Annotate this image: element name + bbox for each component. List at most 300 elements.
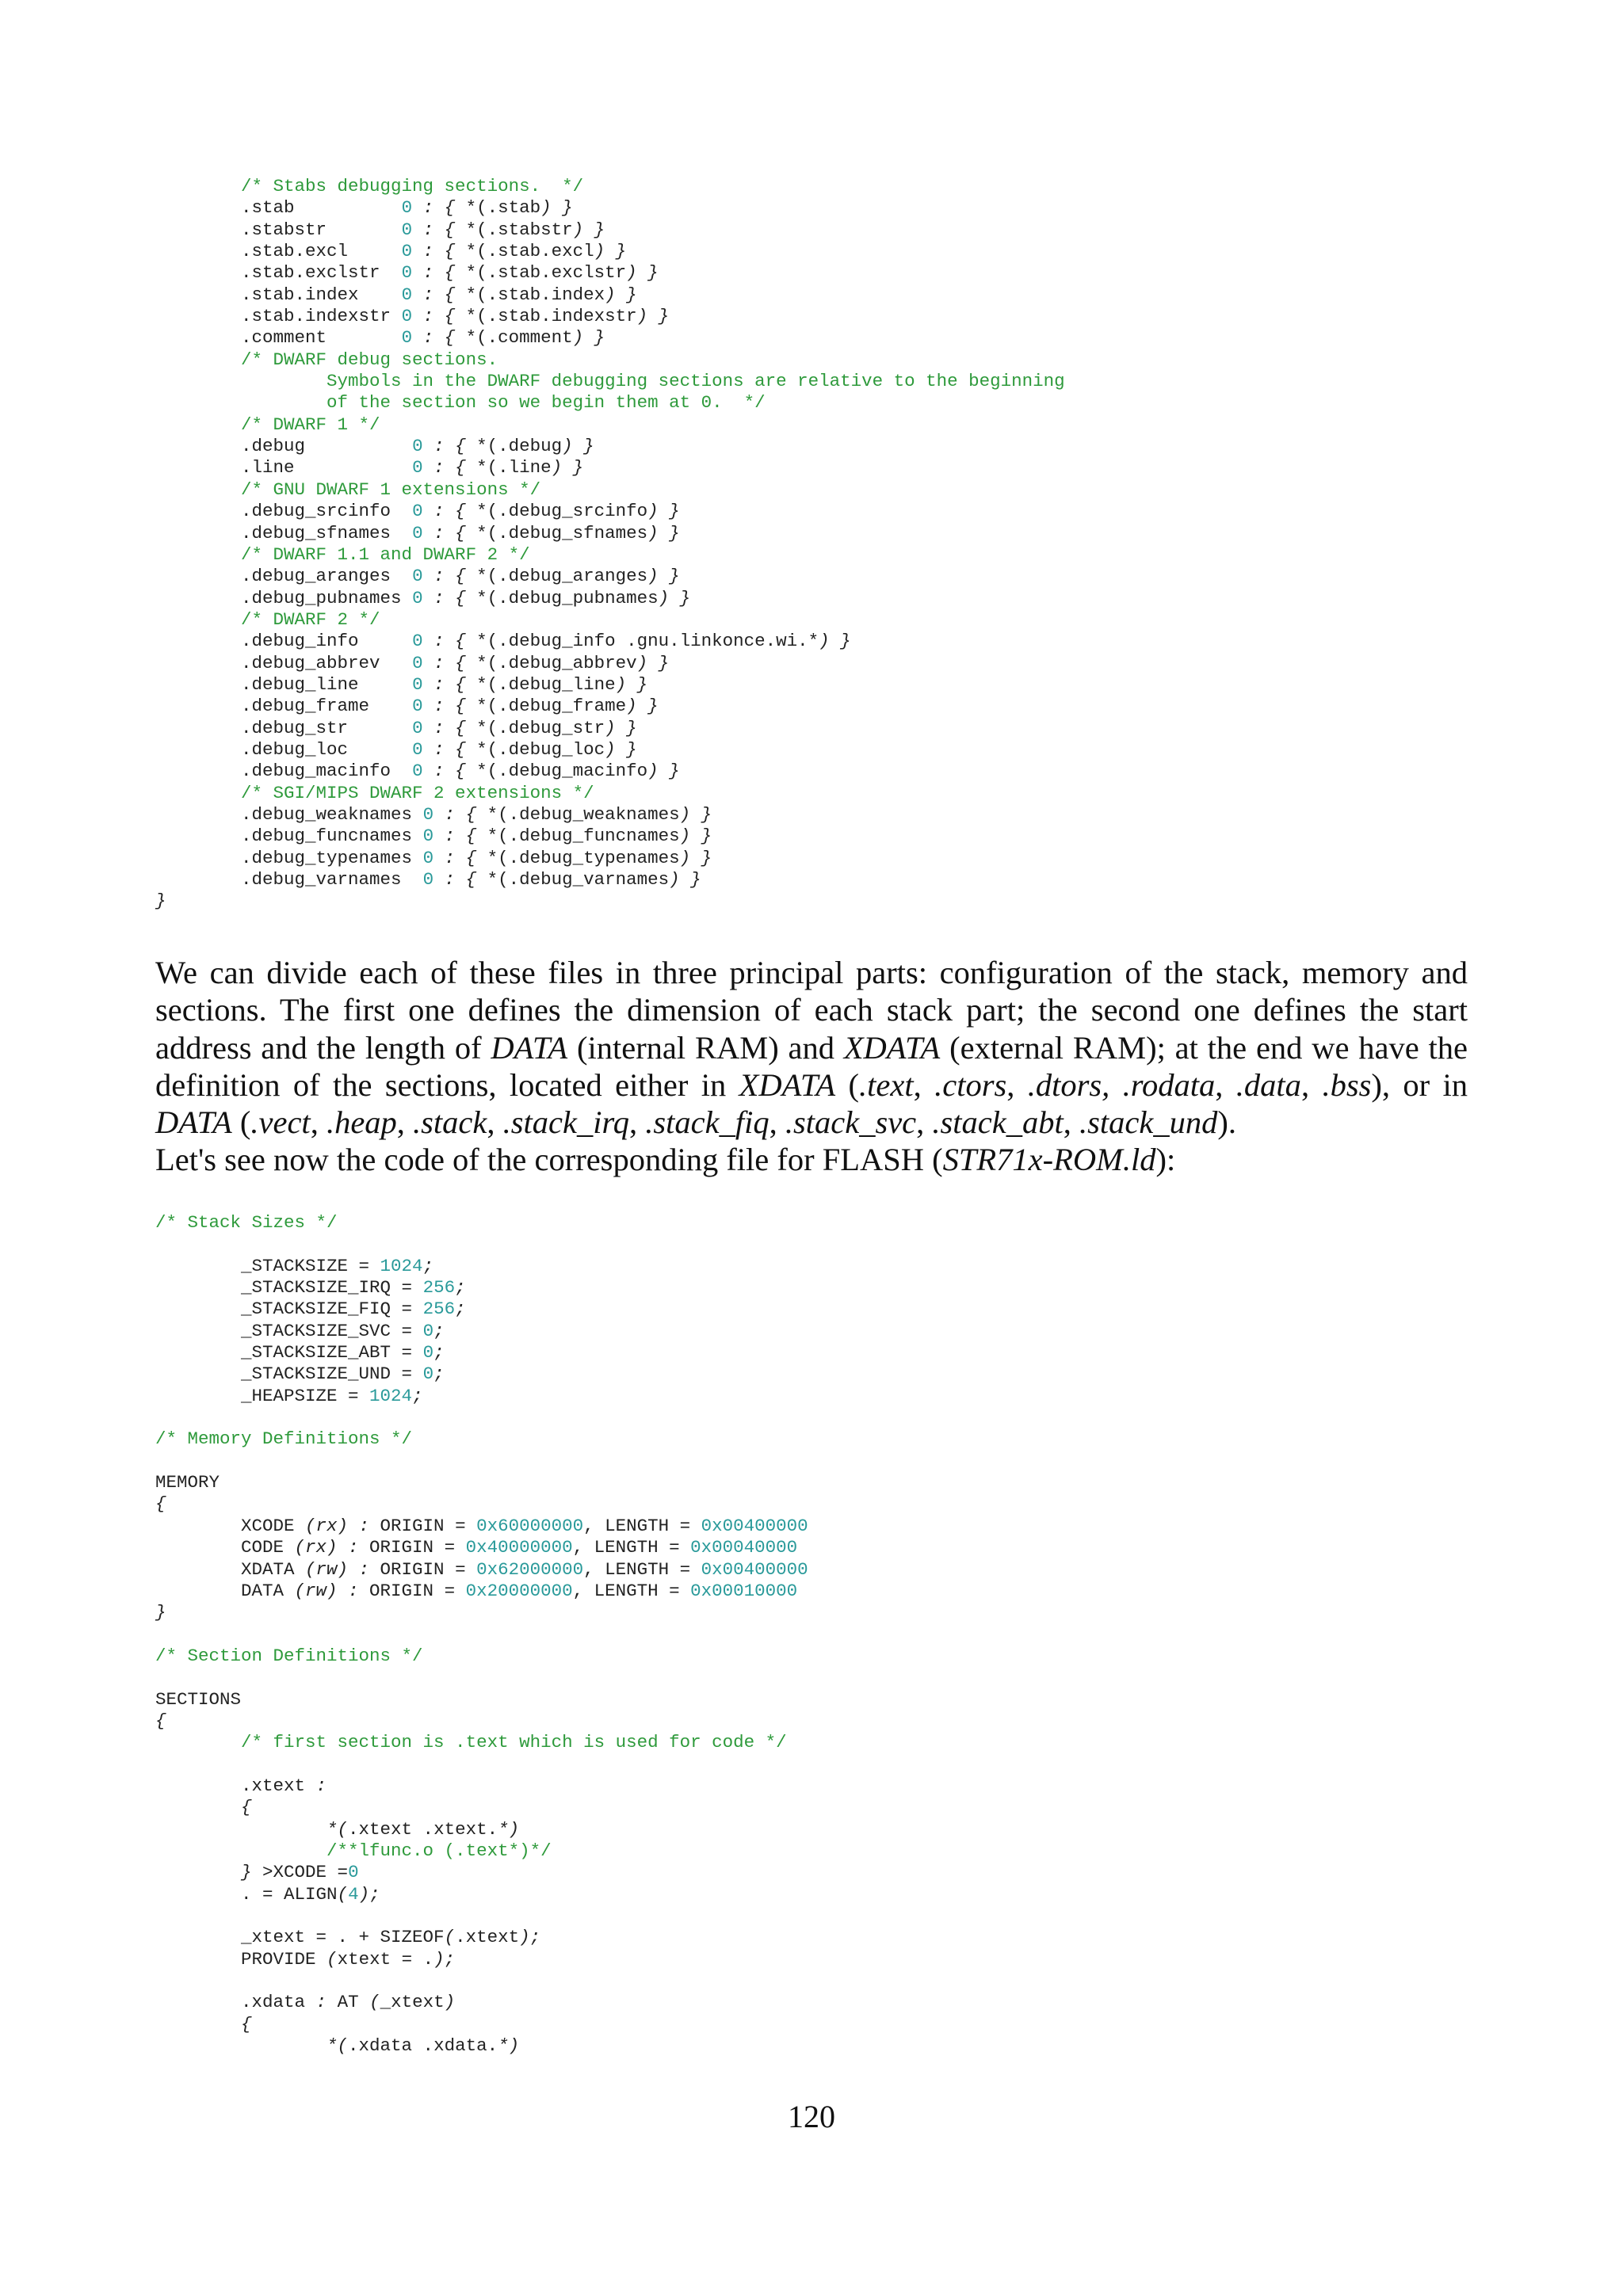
code-line: [155, 761, 1065, 782]
code-token: {: [155, 1710, 166, 1731]
code-token: .stab.indexstr: [155, 306, 402, 327]
prose-text: ,: [913, 1066, 935, 1103]
linker-script-debug-sections: [155, 176, 1065, 913]
code-token: *(: [155, 1818, 349, 1840]
code-line: [155, 501, 1065, 522]
code-token: *(.stab: [465, 197, 541, 219]
code-line: [155, 1646, 808, 1667]
code-comment: /* DWARF 2 */: [155, 608, 380, 630]
code-token: .debug_macinfo: [155, 761, 413, 782]
code-line: [155, 1711, 808, 1732]
code-token: ORIGIN =: [369, 1558, 477, 1580]
code-token: .debug_aranges: [155, 566, 413, 587]
code-number: 0: [422, 1342, 434, 1363]
code-token: : {: [422, 436, 477, 457]
code-token: , LENGTH =: [583, 1515, 701, 1536]
prose-text: ,: [916, 1104, 933, 1141]
prose-emphasis: .vect: [250, 1104, 311, 1141]
code-token: ;: [433, 1342, 445, 1363]
code-token: *(.debug_loc: [476, 738, 605, 760]
code-token: _xtext: [380, 1992, 445, 2013]
prose-section: [155, 954, 1468, 1179]
code-number: 4: [348, 1883, 359, 1905]
code-line: [155, 1256, 808, 1277]
code-line: [155, 653, 1065, 674]
code-token: {: [155, 1493, 166, 1515]
code-line: [155, 219, 1065, 241]
code-token: *(.debug_line: [476, 673, 616, 695]
code-line: [155, 1299, 808, 1320]
code-number: 0: [412, 522, 423, 543]
code-line: [155, 1321, 808, 1342]
prose-emphasis: DATA: [155, 1104, 232, 1141]
code-number: 0: [422, 847, 434, 868]
code-token: . = ALIGN: [155, 1883, 338, 1905]
code-token: .debug_srcinfo: [155, 501, 413, 522]
prose-text: ,: [310, 1104, 327, 1141]
code-line: [155, 1493, 808, 1515]
code-line: [155, 1472, 808, 1493]
code-token: ;: [433, 1320, 445, 1341]
code-token: ;: [422, 1255, 434, 1276]
code-token: *(.line: [476, 457, 552, 479]
code-token: *(.debug_srcinfo: [476, 501, 648, 522]
code-number: 0x40000000: [465, 1537, 573, 1558]
code-line: [155, 1386, 808, 1407]
code-token: (rx) :: [305, 1515, 370, 1536]
code-token: (rw) :: [294, 1580, 359, 1601]
code-token: : {: [412, 241, 466, 262]
code-line: [155, 349, 1065, 371]
code-token: : {: [433, 803, 487, 825]
code-token: *(.debug_abbrev: [476, 652, 637, 673]
code-line: [155, 566, 1065, 587]
code-token: ORIGIN =: [358, 1537, 466, 1558]
code-token: ) }: [647, 501, 680, 522]
code-number: 0x00040000: [690, 1537, 798, 1558]
code-token: ) }: [572, 219, 605, 240]
code-token: *(.debug_frame: [476, 696, 627, 717]
code-token: : {: [422, 761, 477, 782]
code-token: *(.stab.index: [465, 284, 605, 305]
code-token: ) }: [679, 826, 712, 847]
code-number: 0x60000000: [476, 1515, 584, 1536]
code-number: 0: [412, 457, 423, 479]
prose-text: (: [231, 1104, 251, 1141]
code-line: [155, 1884, 808, 1905]
code-token: : {: [422, 696, 477, 717]
code-line: [155, 414, 1065, 436]
code-number: 0: [412, 673, 423, 695]
code-token: *(: [155, 2035, 349, 2057]
code-comment: /* Stack Sizes */: [155, 1212, 338, 1233]
code-token: *(.debug_sfnames: [476, 522, 648, 543]
code-line: [155, 1689, 808, 1711]
code-line: [155, 1516, 808, 1537]
code-line: [155, 696, 1065, 717]
code-line: [155, 544, 1065, 566]
prose-emphasis: STR71x-ROM.ld: [942, 1142, 1156, 1178]
code-token: : {: [412, 219, 466, 240]
code-token: ) }: [594, 241, 627, 262]
code-number: 1024: [380, 1255, 423, 1276]
code-token: : {: [412, 284, 466, 305]
prose-emphasis: DATA: [491, 1029, 568, 1066]
prose-text: ):: [1155, 1142, 1176, 1178]
code-token: .stab.exclstr: [155, 262, 402, 284]
code-token: *(.debug_info .gnu.linkonce.wi.*: [476, 631, 819, 652]
code-number: 0: [401, 241, 413, 262]
code-token: *): [498, 2035, 520, 2057]
code-number: 0: [412, 696, 423, 717]
code-line: [155, 848, 1065, 869]
code-token: .stab.excl: [155, 241, 402, 262]
code-number: 1024: [369, 1385, 413, 1406]
code-token: *(.debug_aranges: [476, 566, 648, 587]
code-line: [155, 392, 1065, 414]
code-token: : {: [422, 587, 477, 608]
code-comment: /* DWARF 1 */: [155, 414, 380, 435]
code-number: 0x62000000: [476, 1558, 584, 1580]
linker-script-rom: [155, 1212, 808, 2057]
prose-text: ,: [1215, 1066, 1236, 1103]
prose-emphasis: .heap: [326, 1104, 397, 1141]
code-token: ) }: [647, 761, 680, 782]
code-token: .line: [155, 457, 413, 479]
code-number: 0: [412, 761, 423, 782]
code-token: ORIGIN =: [369, 1515, 477, 1536]
code-line: [155, 457, 1065, 479]
code-token: : {: [433, 847, 487, 868]
code-number: 0: [348, 1862, 359, 1883]
code-token: ;: [455, 1299, 466, 1320]
code-token: .debug_info: [155, 631, 413, 652]
code-token: : {: [422, 717, 477, 738]
prose-emphasis: .stack_fiq: [645, 1104, 769, 1141]
code-token: .debug_loc: [155, 738, 413, 760]
code-line: [155, 523, 1065, 544]
code-comment: /* DWARF 1.1 and DWARF 2 */: [155, 543, 530, 565]
code-token: .xdata .xdata.: [348, 2035, 498, 2057]
code-token: *(.stab.exclstr: [465, 262, 627, 284]
code-comment: /* GNU DWARF 1 extensions */: [155, 479, 541, 500]
code-number: 0: [401, 306, 413, 327]
prose-text: (external RAM); at the end we have the definition of the sections, located either in: [155, 1029, 1468, 1103]
code-line: [155, 1624, 808, 1646]
code-token: MEMORY: [155, 1472, 220, 1493]
code-token: :: [315, 1775, 327, 1796]
code-token: XCODE: [155, 1515, 306, 1536]
code-line: [155, 1775, 808, 1797]
code-token: ) }: [647, 566, 680, 587]
code-line: [155, 631, 1065, 652]
prose-text: (internal RAM) and: [567, 1029, 844, 1066]
code-line: [155, 783, 1065, 804]
code-comment: /* Memory Definitions */: [155, 1428, 413, 1450]
code-token: .debug_varnames: [155, 869, 423, 890]
code-token: AT: [327, 1992, 370, 2013]
prose-text: ,: [629, 1104, 646, 1141]
code-token: *(.debug_typenames: [487, 847, 680, 868]
code-token: ) }: [819, 631, 851, 652]
code-token: _xtext = . + SIZEOF: [155, 1927, 445, 1948]
code-token: *(.debug: [476, 436, 563, 457]
code-line: [155, 1797, 808, 1818]
code-token: .debug_abbrev: [155, 652, 413, 673]
code-number: 256: [422, 1277, 456, 1299]
code-line: [155, 1602, 808, 1623]
code-token: *(.stab.indexstr: [465, 306, 637, 327]
code-token: _HEAPSIZE =: [155, 1385, 370, 1406]
prose-emphasis: XDATA: [843, 1029, 941, 1066]
code-number: 0: [422, 803, 434, 825]
prose-text: Let's see now the code of the corresponding file for FLASH (: [155, 1142, 943, 1178]
code-token: : {: [433, 826, 487, 847]
code-line: [155, 327, 1065, 349]
prose-text: We can divide each of these files in three principal parts: configuration of the stack, memory and sections. The first one defines the dimension of each stack part; the second one defines the start address and the length of: [155, 955, 1468, 1066]
code-token: : {: [433, 869, 487, 890]
code-token: : {: [422, 566, 477, 587]
code-token: ) }: [551, 457, 584, 479]
code-comment: Symbols in the DWARF debugging sections are relative to the beginning: [155, 371, 1065, 392]
prose-paragraph-sections-overview: [155, 954, 1468, 1141]
code-token: : {: [412, 306, 466, 327]
page-number: 120: [788, 2099, 835, 2134]
code-line: [155, 1277, 808, 1299]
code-comment: /* Stabs debugging sections. */: [155, 176, 584, 196]
code-token: (rw) :: [305, 1558, 370, 1580]
code-token: .xdata: [155, 1992, 316, 2013]
code-token: {: [155, 1797, 252, 1818]
code-comment: of the section so we begin them at 0. */: [155, 392, 766, 414]
code-token: ) }: [626, 696, 659, 717]
code-number: 256: [422, 1299, 456, 1320]
code-line: [155, 1949, 808, 1970]
prose-text: ,: [1300, 1066, 1323, 1103]
code-token: : {: [412, 327, 466, 349]
code-token: .debug_line: [155, 673, 413, 695]
code-line: [155, 1428, 808, 1450]
code-number: 0: [401, 197, 413, 219]
code-token: (: [444, 1927, 456, 1948]
code-token: , LENGTH =: [572, 1537, 691, 1558]
code-token: _STACKSIZE_SVC =: [155, 1320, 423, 1341]
code-token: : {: [422, 522, 477, 543]
code-number: 0: [422, 1320, 434, 1341]
code-line: [155, 2035, 808, 2057]
code-line: [155, 609, 1065, 631]
code-line: [155, 1667, 808, 1688]
code-token: }: [155, 891, 166, 912]
code-token: *(.debug_macinfo: [476, 761, 648, 782]
code-token: *(.stabstr: [465, 219, 573, 240]
code-line: [155, 1927, 808, 1948]
code-line: [155, 1819, 808, 1840]
prose-emphasis: .data: [1235, 1066, 1301, 1103]
prose-paragraph-flash-intro: [155, 1141, 1468, 1178]
code-number: 0: [401, 327, 413, 349]
code-token: ) }: [636, 306, 670, 327]
code-comment: /* SGI/MIPS DWARF 2 extensions */: [155, 782, 594, 803]
code-token: , LENGTH =: [572, 1580, 691, 1601]
code-token: , LENGTH =: [583, 1558, 701, 1580]
code-token: _STACKSIZE =: [155, 1255, 380, 1276]
code-token: .debug_weaknames: [155, 803, 423, 825]
code-token: );: [519, 1927, 541, 1948]
code-number: 0: [412, 501, 423, 522]
code-token: XDATA: [155, 1558, 306, 1580]
code-token: : {: [422, 652, 477, 673]
code-token: .debug_typenames: [155, 847, 423, 868]
code-token: _STACKSIZE_FIQ =: [155, 1299, 423, 1320]
code-line: [155, 371, 1065, 392]
code-token: (rx) :: [294, 1537, 359, 1558]
code-token: (: [337, 1883, 349, 1905]
code-number: 0: [422, 869, 434, 890]
prose-text: ,: [487, 1104, 503, 1141]
code-line: [155, 306, 1065, 327]
code-line: [155, 284, 1065, 306]
code-number: 0: [401, 219, 413, 240]
code-token: SECTIONS: [155, 1688, 242, 1710]
prose-emphasis: .text: [858, 1066, 914, 1103]
code-comment: /* Section Definitions */: [155, 1645, 423, 1666]
code-token: ORIGIN =: [358, 1580, 466, 1601]
code-line: [155, 1840, 808, 1862]
code-token: .stab.index: [155, 284, 402, 305]
code-number: 0: [422, 826, 434, 847]
code-token: *(.debug_funcnames: [487, 826, 680, 847]
code-token: PROVIDE: [155, 1948, 327, 1970]
code-line: [155, 1905, 808, 1927]
code-number: 0: [412, 738, 423, 760]
code-token: ) }: [572, 327, 605, 349]
code-line: [155, 739, 1065, 761]
code-number: 0: [412, 652, 423, 673]
code-token: .stabstr: [155, 219, 402, 240]
code-token: .debug_pubnames: [155, 587, 413, 608]
code-line: [155, 1559, 808, 1581]
prose-text: ), or in: [1371, 1066, 1468, 1103]
code-token: }: [155, 1602, 166, 1623]
prose-text: ).: [1217, 1104, 1236, 1141]
code-token: >XCODE =: [262, 1862, 349, 1883]
code-token: : {: [412, 262, 466, 284]
prose-emphasis: .stack_svc: [785, 1104, 917, 1141]
code-line: [155, 891, 1065, 912]
code-token: : {: [422, 457, 477, 479]
prose-text: ,: [769, 1104, 785, 1141]
code-token: : {: [422, 738, 477, 760]
code-line: [155, 1363, 808, 1385]
code-token: ) }: [540, 197, 573, 219]
code-token: .stab: [155, 197, 402, 219]
code-token: : {: [412, 197, 466, 219]
code-token: ) }: [679, 803, 712, 825]
code-token: .comment: [155, 327, 402, 349]
code-number: 0: [412, 566, 423, 587]
code-line: [155, 1862, 808, 1883]
code-token: ) }: [605, 717, 637, 738]
code-token: (: [327, 1948, 338, 1970]
code-token: .debug_str: [155, 717, 413, 738]
code-number: 0: [422, 1363, 434, 1385]
code-line: [155, 826, 1065, 847]
code-comment: /* first section is .text which is used for code */: [155, 1732, 787, 1753]
code-comment: /**lfunc.o (.text*)*/: [155, 1840, 552, 1861]
prose-text: (: [835, 1066, 859, 1103]
code-line: [155, 1581, 808, 1602]
prose-text: ,: [1063, 1104, 1080, 1141]
code-line: [155, 1537, 808, 1558]
code-token: ;: [412, 1385, 423, 1406]
code-line: [155, 2014, 808, 2035]
prose-emphasis: .bss: [1322, 1066, 1372, 1103]
code-token: CODE: [155, 1537, 295, 1558]
code-token: );: [433, 1948, 456, 1970]
code-comment: /* DWARF debug sections.: [155, 349, 498, 370]
code-line: [155, 674, 1065, 696]
code-number: 0: [412, 436, 423, 457]
code-line: [155, 869, 1065, 891]
prose-emphasis: .dtors, .rodata: [1027, 1066, 1216, 1103]
code-line: [155, 588, 1065, 609]
code-line: [155, 241, 1065, 262]
code-line: [155, 1992, 808, 2013]
code-line: [155, 197, 1065, 219]
code-token: ) }: [658, 587, 691, 608]
code-token: *(.comment: [465, 327, 573, 349]
code-token: (: [369, 1992, 380, 2013]
prose-emphasis: .stack_und: [1079, 1104, 1218, 1141]
code-token: ) }: [636, 652, 670, 673]
code-token: .debug_frame: [155, 696, 413, 717]
code-token: ) }: [615, 673, 648, 695]
code-line: [155, 1970, 808, 1992]
code-token: ) }: [679, 847, 712, 868]
code-number: 0x20000000: [465, 1580, 573, 1601]
code-number: 0: [401, 262, 413, 284]
code-token: .debug_sfnames: [155, 522, 413, 543]
code-token: ;: [433, 1363, 445, 1385]
code-token: ) }: [626, 262, 659, 284]
code-number: 0: [412, 631, 423, 652]
code-token: .xtext .xtext.: [348, 1818, 498, 1840]
prose-text: ,: [396, 1104, 414, 1141]
code-line: [155, 1212, 808, 1234]
code-token: _STACKSIZE_UND =: [155, 1363, 423, 1385]
code-token: }: [155, 1862, 263, 1883]
code-line: [155, 1407, 808, 1428]
code-token: ) }: [605, 738, 637, 760]
code-token: *): [498, 1818, 520, 1840]
code-line: [155, 718, 1065, 739]
code-token: .xtext: [455, 1927, 520, 1948]
code-number: 0: [401, 284, 413, 305]
code-token: {: [155, 2013, 252, 2035]
prose-emphasis: XDATA: [739, 1066, 836, 1103]
prose-emphasis: .stack_abt: [932, 1104, 1064, 1141]
code-token: .debug: [155, 436, 413, 457]
code-token: *(.stab.excl: [465, 241, 594, 262]
code-line: [155, 479, 1065, 501]
code-token: : {: [422, 673, 477, 695]
code-token: ) }: [605, 284, 637, 305]
code-token: .xtext: [155, 1775, 316, 1796]
code-line: [155, 1754, 808, 1775]
prose-emphasis: .stack_irq: [502, 1104, 629, 1141]
code-line: [155, 1234, 808, 1255]
